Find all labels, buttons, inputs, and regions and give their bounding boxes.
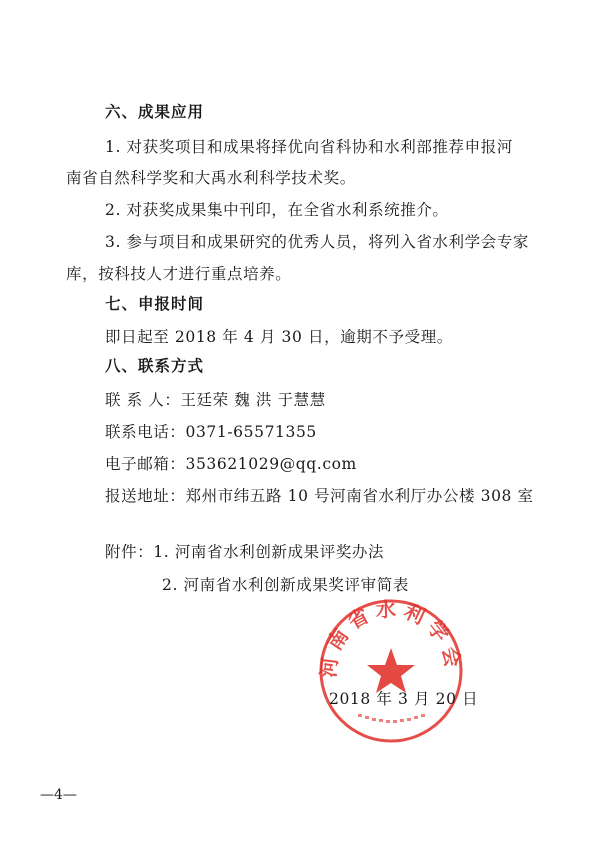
seal-serial-number: [358, 714, 425, 723]
seal-arc-text: 河南省水利学会: [316, 596, 466, 679]
attachment-item-1: 附件：1. 河南省水利创新成果评奖办法: [105, 543, 385, 561]
section-six-item1-line2: 南省自然科学奖和大禹水利科学技术奖。: [66, 169, 356, 187]
contact-email: 电子邮箱：353621029@qq.com: [105, 455, 357, 473]
issue-date: 2018 年 3 月 20 日: [329, 690, 479, 708]
section-seven-title: 七、申报时间: [105, 295, 205, 313]
section-seven-text: 即日起至 2018 年 4 月 30 日，逾期不予受理。: [105, 328, 453, 346]
section-six-item2: 2. 对获奖成果集中刊印，在全省水利系统推介。: [105, 201, 449, 219]
seal-star-icon: [367, 648, 415, 693]
contact-address: 报送地址：郑州市纬五路 10 号河南省水利厅办公楼 308 室: [105, 487, 534, 505]
section-eight-title: 八、联系方式: [105, 357, 205, 375]
section-six-item1-line1: 1. 对获奖项目和成果将择优向省科协和水利部推荐申报河: [105, 138, 513, 156]
contact-person: 联 系 人：王廷荣 魏 洪 于慧慧: [105, 391, 326, 409]
section-six-title: 六、成果应用: [105, 103, 205, 121]
official-seal: [316, 596, 466, 746]
page-number: —4—: [40, 787, 77, 803]
attachment-item-2: 2. 河南省水利创新成果奖评审简表: [162, 576, 409, 594]
section-six-item3-line2: 库，按科技人才进行重点培养。: [66, 265, 292, 283]
section-six-item3-line1: 3. 参与项目和成果研究的优秀人员，将列入省水利学会专家: [105, 233, 530, 251]
contact-phone: 联系电话：0371-65571355: [105, 423, 317, 441]
